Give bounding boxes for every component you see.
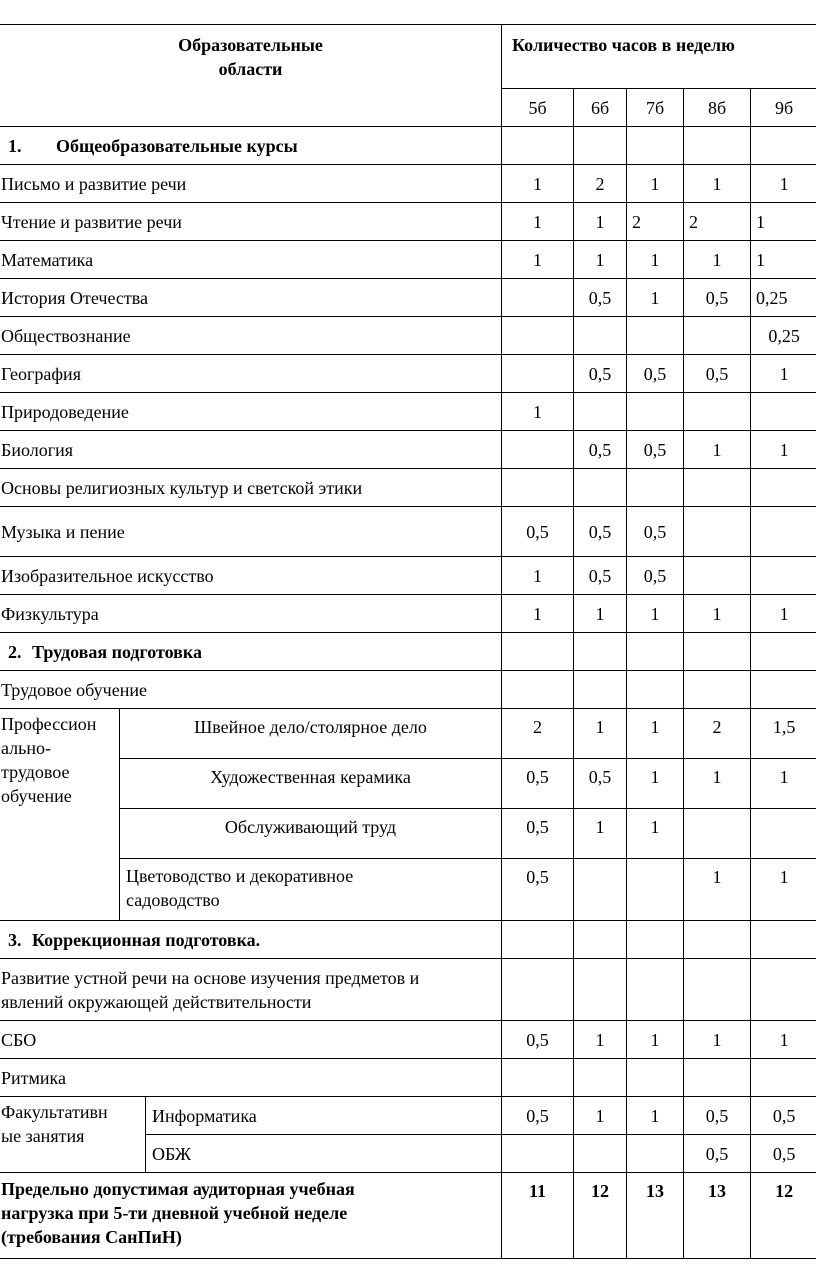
grade-header: 9б xyxy=(751,89,816,127)
subject-name: География xyxy=(0,355,502,393)
table-row xyxy=(0,507,816,557)
table-row xyxy=(0,203,816,241)
grade-header: 5б xyxy=(502,89,574,127)
hours-cell: 0,5 xyxy=(574,431,627,469)
hours-cell xyxy=(684,507,751,557)
table-row xyxy=(0,557,816,595)
hours-cell: 0,5 xyxy=(574,279,627,317)
elective-row-name: ОБЖ xyxy=(146,1135,502,1173)
subject-name: Основы религиозных культур и светской этики xyxy=(0,469,502,507)
grade-header: 7б xyxy=(627,89,684,127)
subject-name: Изобразительное искусство xyxy=(0,557,502,595)
prof-row-name: Цветоводство и декоративное садоводство xyxy=(120,859,502,921)
hours-cell xyxy=(751,507,816,557)
hours-cell xyxy=(627,317,684,355)
hours-cell: 1 xyxy=(684,595,751,633)
hours-cell: 2 xyxy=(627,203,684,241)
hours-cell xyxy=(502,355,574,393)
total-value: 13 xyxy=(684,1173,751,1259)
hours-cell: 1 xyxy=(751,165,816,203)
elective-label: Факультативн ые занятия xyxy=(0,1097,146,1173)
correction-row-name: СБО xyxy=(0,1021,502,1059)
hours-cell: 0,25 xyxy=(751,279,816,317)
hours-cell: 0,5 xyxy=(502,507,574,557)
hours-cell xyxy=(502,317,574,355)
curriculum-table: Образовательные области Количество часов в неделю 5б 6б 7б 8б 9б 1. Общеобразовательные курсы Письмо и развитие речи 1 2 1 1 1 Чтение и развитие речи 1 1 2 2 1 Математика 1 1 1 1 1 История Отечества 0,5 1 0,5 0,25 Обществознание 0,25 География 0,5 0,5 0,5 1 Природоведение 1 Биология 0,5 0,5 1 1 Основы религиозных культур и светской этики Музыка и пение 0,5 0,5 0,5 Изобразительное искусство 1 0,5 0,5 Физкультура 1 1 1 1 1 2. Трудовая подготовка Трудовое обучение Профессион ально- трудовое обучение Швейное дело/столярное дело 2 1 1 2 1,5 Художественная керамика 0,5 0,5 1 1 1 Обслуживающий труд 0,5 1 1 Цветоводство и декоративное садоводство 0,5 1 1 3. Коррекционная подготовка. Развитие устной речи на основе изучения предметов и явлений окружающей действительности СБО 0,5 1 1 1 1 Ритмика Факультативн ые занятия Информатика 0,5 1 1 0,5 0,5 ОБЖ 0,5 0,5 Предельно допустимая аудиторная учебная нагрузка при 5-ти дневной учебной неделе (требования СанПиН) 11 12 13 13 12 xyxy=(0,24,816,1259)
prof-row-name: Швейное дело/столярное дело xyxy=(120,709,502,759)
table-row xyxy=(0,241,816,279)
hours-cell: 1 xyxy=(574,203,627,241)
table-row xyxy=(0,165,816,203)
grade-header: 8б xyxy=(684,89,751,127)
subject-name: Письмо и развитие речи xyxy=(0,165,502,203)
hours-cell xyxy=(627,469,684,507)
section-heading: 2. Трудовая подготовка xyxy=(0,633,502,671)
prof-row-name: Художественная керамика xyxy=(120,759,502,809)
subject-name: Физкультура xyxy=(0,595,502,633)
hours-cell xyxy=(751,469,816,507)
hours-cell xyxy=(574,393,627,431)
total-value: 12 xyxy=(574,1173,627,1259)
subject-name: Биология xyxy=(0,431,502,469)
hours-cell: 2 xyxy=(574,165,627,203)
table-row xyxy=(0,279,816,317)
hours-cell xyxy=(684,557,751,595)
table-row xyxy=(0,393,816,431)
hours-cell: 1 xyxy=(574,241,627,279)
hours-cell: 0,5 xyxy=(684,355,751,393)
hours-cell: 1 xyxy=(684,165,751,203)
hours-header: Количество часов в неделю xyxy=(502,25,816,89)
hours-cell: 1 xyxy=(627,595,684,633)
total-value: 12 xyxy=(751,1173,816,1259)
section-heading: 1. Общеобразовательные курсы xyxy=(0,127,502,165)
subject-name: Обществознание xyxy=(0,317,502,355)
subject-name: История Отечества xyxy=(0,279,502,317)
hours-cell xyxy=(502,469,574,507)
total-value: 13 xyxy=(627,1173,684,1259)
total-value: 11 xyxy=(502,1173,574,1259)
hours-cell: 1 xyxy=(684,241,751,279)
elective-row-name: Информатика xyxy=(146,1097,502,1135)
hours-cell: 2 xyxy=(684,203,751,241)
hours-cell: 1 xyxy=(502,595,574,633)
hours-cell: 1 xyxy=(751,431,816,469)
hours-cell xyxy=(684,393,751,431)
hours-cell xyxy=(574,317,627,355)
table-row xyxy=(0,355,816,393)
hours-cell: 0,5 xyxy=(627,431,684,469)
subject-name: Природоведение xyxy=(0,393,502,431)
correction-row-name: Развитие устной речи на основе изучения предметов и явлений окружающей действительности xyxy=(0,959,502,1021)
area-header: Образовательные области xyxy=(0,25,502,127)
hours-cell: 1 xyxy=(574,595,627,633)
hours-cell: 1 xyxy=(751,241,816,279)
hours-cell xyxy=(751,393,816,431)
hours-cell: 0,5 xyxy=(684,279,751,317)
total-label: Предельно допустимая аудиторная учебная нагрузка при 5-ти дневной учебной неделе (требования СанПиН) xyxy=(0,1173,502,1259)
hours-cell xyxy=(574,469,627,507)
hours-cell: 0,5 xyxy=(574,557,627,595)
hours-cell: 0,5 xyxy=(574,507,627,557)
hours-cell: 0,5 xyxy=(627,557,684,595)
hours-cell xyxy=(684,317,751,355)
prof-label: Профессион ально- трудовое обучение xyxy=(0,709,120,921)
hours-cell xyxy=(627,393,684,431)
prof-row-name: Обслуживающий труд xyxy=(120,809,502,859)
table-row xyxy=(0,595,816,633)
hours-cell xyxy=(502,431,574,469)
subject-name: Чтение и развитие речи xyxy=(0,203,502,241)
table-row xyxy=(0,431,816,469)
section-heading: 3. Коррекционная подготовка. xyxy=(0,921,502,959)
hours-cell: 1 xyxy=(502,241,574,279)
subject-name: Математика xyxy=(0,241,502,279)
hours-cell xyxy=(684,469,751,507)
hours-cell xyxy=(751,557,816,595)
hours-cell: 0,25 xyxy=(751,317,816,355)
table-row xyxy=(0,317,816,355)
hours-cell: 1 xyxy=(502,203,574,241)
hours-cell: 1 xyxy=(627,241,684,279)
hours-cell: 1 xyxy=(502,165,574,203)
hours-cell: 1 xyxy=(751,595,816,633)
hours-cell: 0,5 xyxy=(627,355,684,393)
hours-cell: 0,5 xyxy=(627,507,684,557)
hours-cell: 1 xyxy=(684,431,751,469)
hours-cell: 1 xyxy=(751,355,816,393)
grade-header: 6б xyxy=(574,89,627,127)
hours-cell: 1 xyxy=(502,557,574,595)
hours-cell xyxy=(502,279,574,317)
table-row xyxy=(0,469,816,507)
hours-cell: 1 xyxy=(627,279,684,317)
hours-cell: 1 xyxy=(751,203,816,241)
hours-cell: 1 xyxy=(502,393,574,431)
correction-row-name: Ритмика xyxy=(0,1059,502,1097)
hours-cell: 1 xyxy=(627,165,684,203)
labor-training-label: Трудовое обучение xyxy=(0,671,502,709)
hours-cell: 0,5 xyxy=(574,355,627,393)
subject-name: Музыка и пение xyxy=(0,507,502,557)
